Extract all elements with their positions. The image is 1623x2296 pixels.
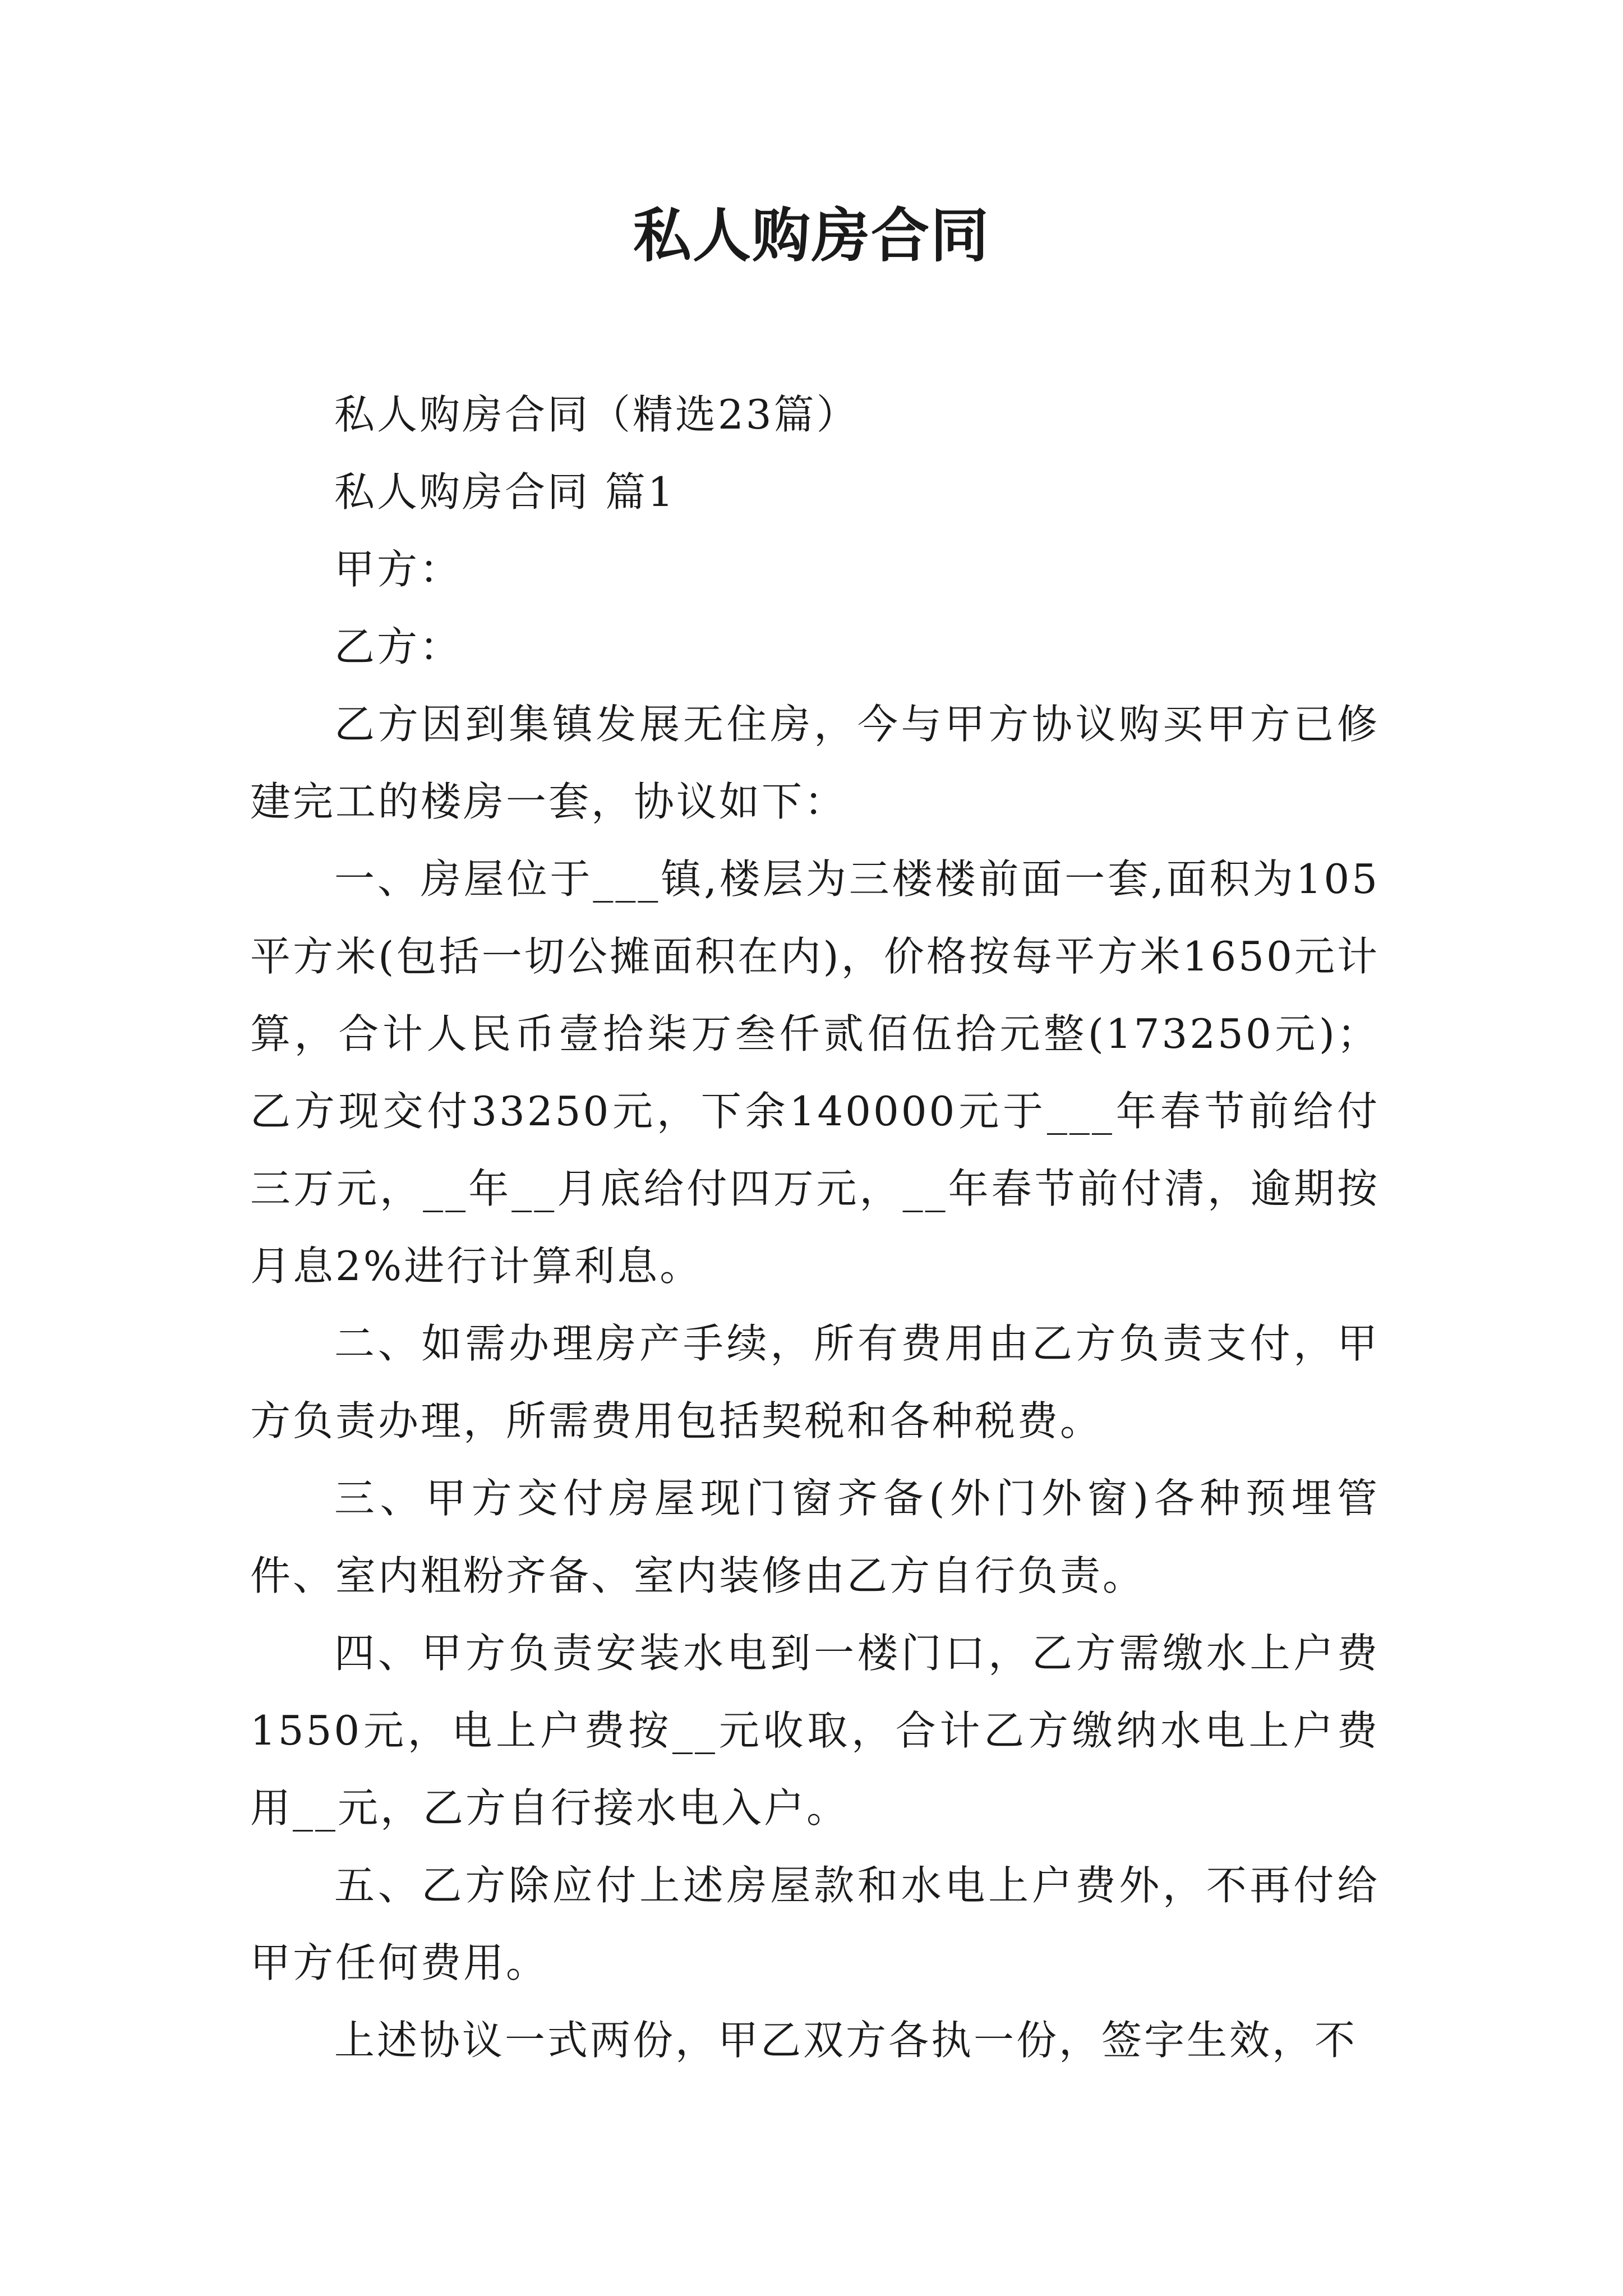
paragraph: 甲方： bbox=[334, 546, 463, 593]
paragraph: 四、甲方负责安装水电到一楼门口，乙方需缴水上户费1550元，电上户费按__元收取，合计乙方缴纳水电上户费用__元，乙方自行接水电入户。 bbox=[250, 1630, 1380, 1832]
document-body bbox=[250, 376, 1380, 2079]
paragraph: 二、如需办理房产手续，所有费用由乙方负责支付，甲方负责办理，所需费用包括契税和各种税费。 bbox=[250, 1320, 1380, 1444]
document-title: 私人购房合同 bbox=[633, 201, 990, 270]
paragraph: 乙方因到集镇发展无住房，今与甲方协议购买甲方已修建完工的楼房一套，协议如下： bbox=[250, 701, 1380, 825]
paragraph: 私人购房合同（精选23篇） bbox=[334, 391, 859, 438]
paragraph: 私人购房合同 篇1 bbox=[334, 468, 676, 516]
paragraph: 五、乙方除应付上述房屋款和水电上户费外，不再付给甲方任何费用。 bbox=[250, 1862, 1380, 1986]
paragraph: 一、房屋位于___镇,楼层为三楼楼前面一套,面积为105平方米(包括一切公摊面积在内)，价格按每平方米1650元计算，合计人民币壹拾柒万叁仟贰佰伍拾元整(173250元)；乙方现交付33250元，下余140000元于___年春节前给付三万元，__年__月底给付四万元，__年春节前付清，逾期按月息2%进行计算利息。 bbox=[250, 855, 1380, 1290]
paragraph: 三、甲方交付房屋现门窗齐备(外门外窗)各种预埋管件、室内粗粉齐备、室内装修由乙方自行负责。 bbox=[250, 1475, 1380, 1599]
paragraph: 上述协议一式两份，甲乙双方各执一份，签字生效，不 bbox=[334, 2017, 1358, 2064]
paragraph: 乙方： bbox=[334, 623, 463, 670]
